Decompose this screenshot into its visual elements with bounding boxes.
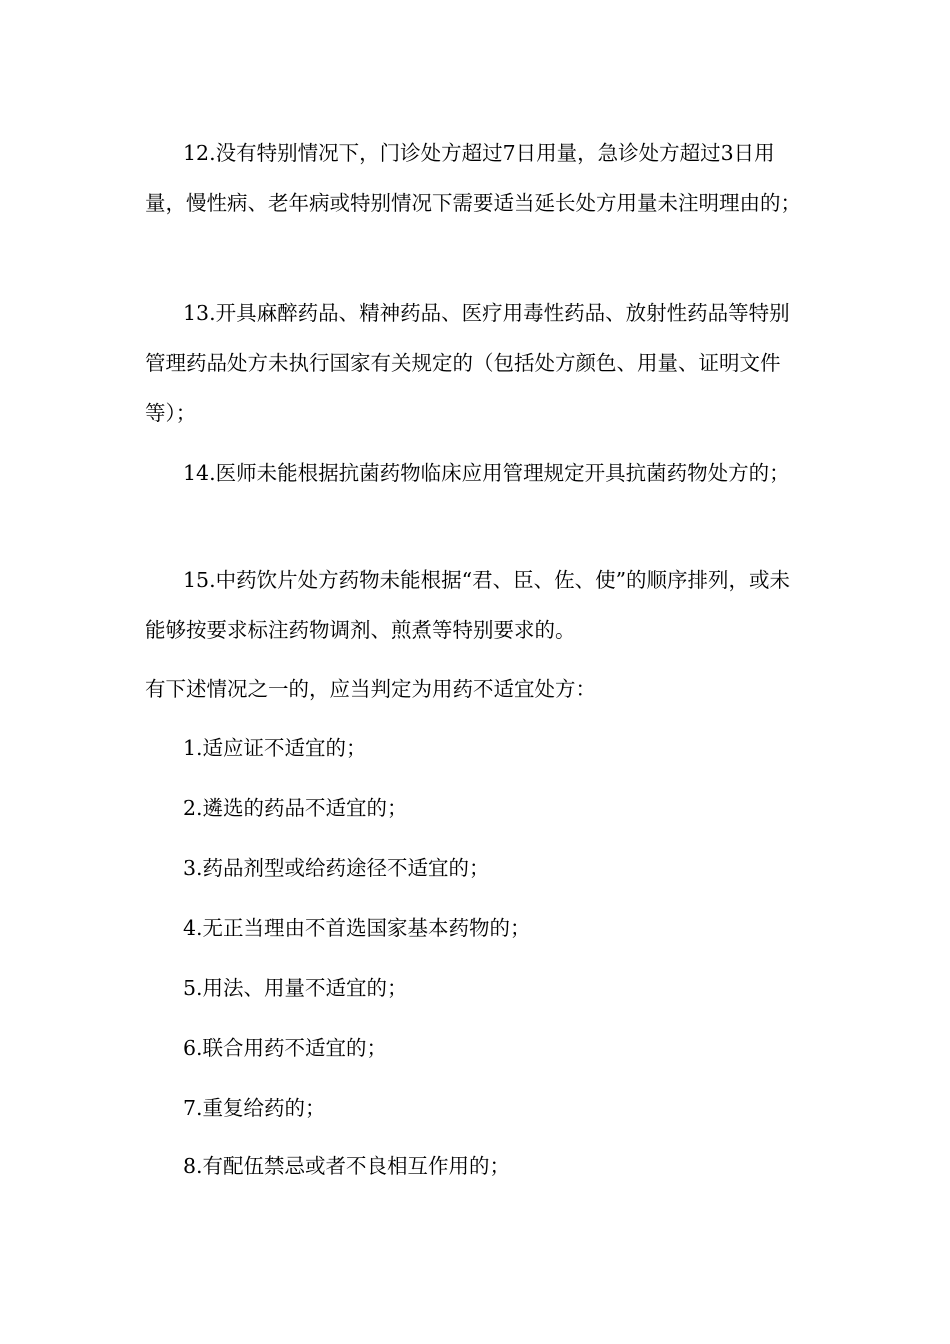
list-item-8: 8.有配伍禁忌或者不良相互作用的； [183, 1154, 511, 1178]
list-item-5: 5.用法、用量不适宜的； [183, 976, 408, 1000]
paragraph-15: 15.中药饮片处方药物未能根据“君、臣、佐、使”的顺序排列，或未能够按要求标注药物调剂、煎煮等特别要求的。 [145, 568, 791, 642]
section-heading: 有下述情况之一的，应当判定为用药不适宜处方： [145, 677, 596, 701]
list-item-7: 7.重复给药的； [183, 1096, 326, 1120]
list-item-1: 1.适应证不适宜的； [183, 736, 367, 760]
paragraph-14: 14.医师未能根据抗菌药物临床应用管理规定开具抗菌药物处方的； [183, 461, 790, 485]
list-item-4: 4.无正当理由不首选国家基本药物的； [183, 916, 531, 940]
list-item-3: 3.药品剂型或给药途径不适宜的； [183, 856, 490, 880]
list-item-6: 6.联合用药不适宜的； [183, 1036, 388, 1060]
list-item-2: 2.遴选的药品不适宜的； [183, 796, 408, 820]
paragraph-12: 12.没有特别情况下，门诊处方超过7日用量，急诊处方超过3日用量，慢性病、老年病或特别情况下需要适当延长处方用量未注明理由的； [145, 141, 801, 215]
paragraph-13: 13.开具麻醉药品、精神药品、医疗用毒性药品、放射性药品等特别管理药品处方未执行国家有关规定的（包括处方颜色、用量、证明文件等）； [145, 301, 790, 425]
